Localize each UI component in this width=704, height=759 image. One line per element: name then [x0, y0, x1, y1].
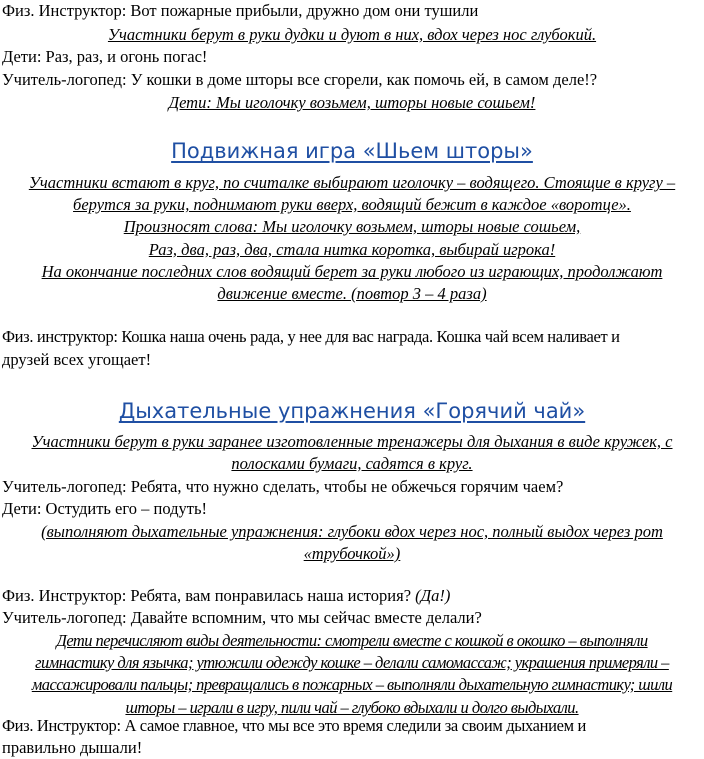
question-text: Физ. Инструктор: Ребята, вам понравилась наша история? [2, 586, 412, 605]
text-line: Физ. Инструктор: А самое главное, что мы все это время следили за своим дыханием и [2, 716, 586, 735]
stage-direction: (выполняют дыхательные упражнения: глубоки вдох через нос, полный выдох через рот [41, 522, 663, 541]
text-line: Физ. Инструктор: Вот пожарные прибыли, дружно дом они тушили [2, 1, 479, 20]
text-line: Учитель-логопед: Ребята, что нужно сделать, чтобы не обжечься горячим чаем? [2, 477, 564, 496]
stage-direction: Произносят слова: Мы иголочку возьмем, шторы новые сошьем, [123, 217, 581, 236]
text-line: Учитель-логопед: Давайте вспомним, что мы сейчас вместе делали? [2, 608, 482, 627]
text-line [0, 585, 704, 607]
stage-direction: полосками бумаги, садятся в круг. [231, 454, 473, 473]
stage-direction: На окончание последних слов водящий берет за руки любого из играющих, продолжают [41, 262, 663, 281]
stage-direction: массажировали пальцы; превращались в пожарных – выполняли дыхательную гимнастику; шили [31, 675, 673, 694]
text-line: Физ. инструктор: Кошка наша очень рада, у нее для вас награда. Кошка чай всем наливает и [2, 327, 620, 346]
stage-direction: Раз, два, раз, два, стала нитка коротка, выбирай игрока! [148, 240, 556, 259]
text-line: Дети: Раз, раз, и огонь погас! [2, 47, 208, 66]
answer-text: (Да!) [415, 586, 451, 605]
stage-direction: гимнастику для язычка; утюжили одежду кошке – делали самомассаж; украшения примеряли – [35, 653, 669, 672]
section-heading-game: Подвижная игра «Шьем шторы» [171, 139, 533, 163]
text-line: друзей всех угощает! [2, 350, 152, 369]
text-line: Дети: Остудить его – подуть! [2, 499, 207, 518]
stage-direction: шторы – играли в игру, пили чай – глубоко вдыхали и долго выдыхали. [125, 698, 579, 717]
text-line: Учитель-логопед: У кошки в доме шторы все сгорели, как помочь ей, в самом деле!? [2, 70, 598, 89]
stage-direction: берутся за руки, поднимают руки вверх, водящий бежит в каждое «воротце». [73, 195, 631, 214]
stage-direction: Участники берут в руки дудки и дуют в них, вдох через нос глубокий. [107, 25, 597, 44]
stage-direction: Дети: Мы иголочку возьмем, шторы новые сошьем! [168, 93, 536, 112]
stage-direction: движение вместе. (повтор 3 – 4 раза) [217, 284, 487, 303]
stage-direction: Дети перечисляют виды деятельности: смотрели вместе с кошкой в окошко – выполняли [56, 631, 648, 650]
stage-direction: «трубочкой») [303, 544, 401, 563]
stage-direction: Участники встают в круг, по считалке выбирают иголочку – водящего. Стоящие в кругу – [28, 173, 676, 192]
section-heading-breathing: Дыхательные упражнения «Горячий чай» [118, 399, 586, 423]
stage-direction: Участники берут в руки заранее изготовленные тренажеры для дыхания в виде кружек, с [31, 432, 673, 451]
text-line: правильно дышали! [2, 738, 143, 757]
